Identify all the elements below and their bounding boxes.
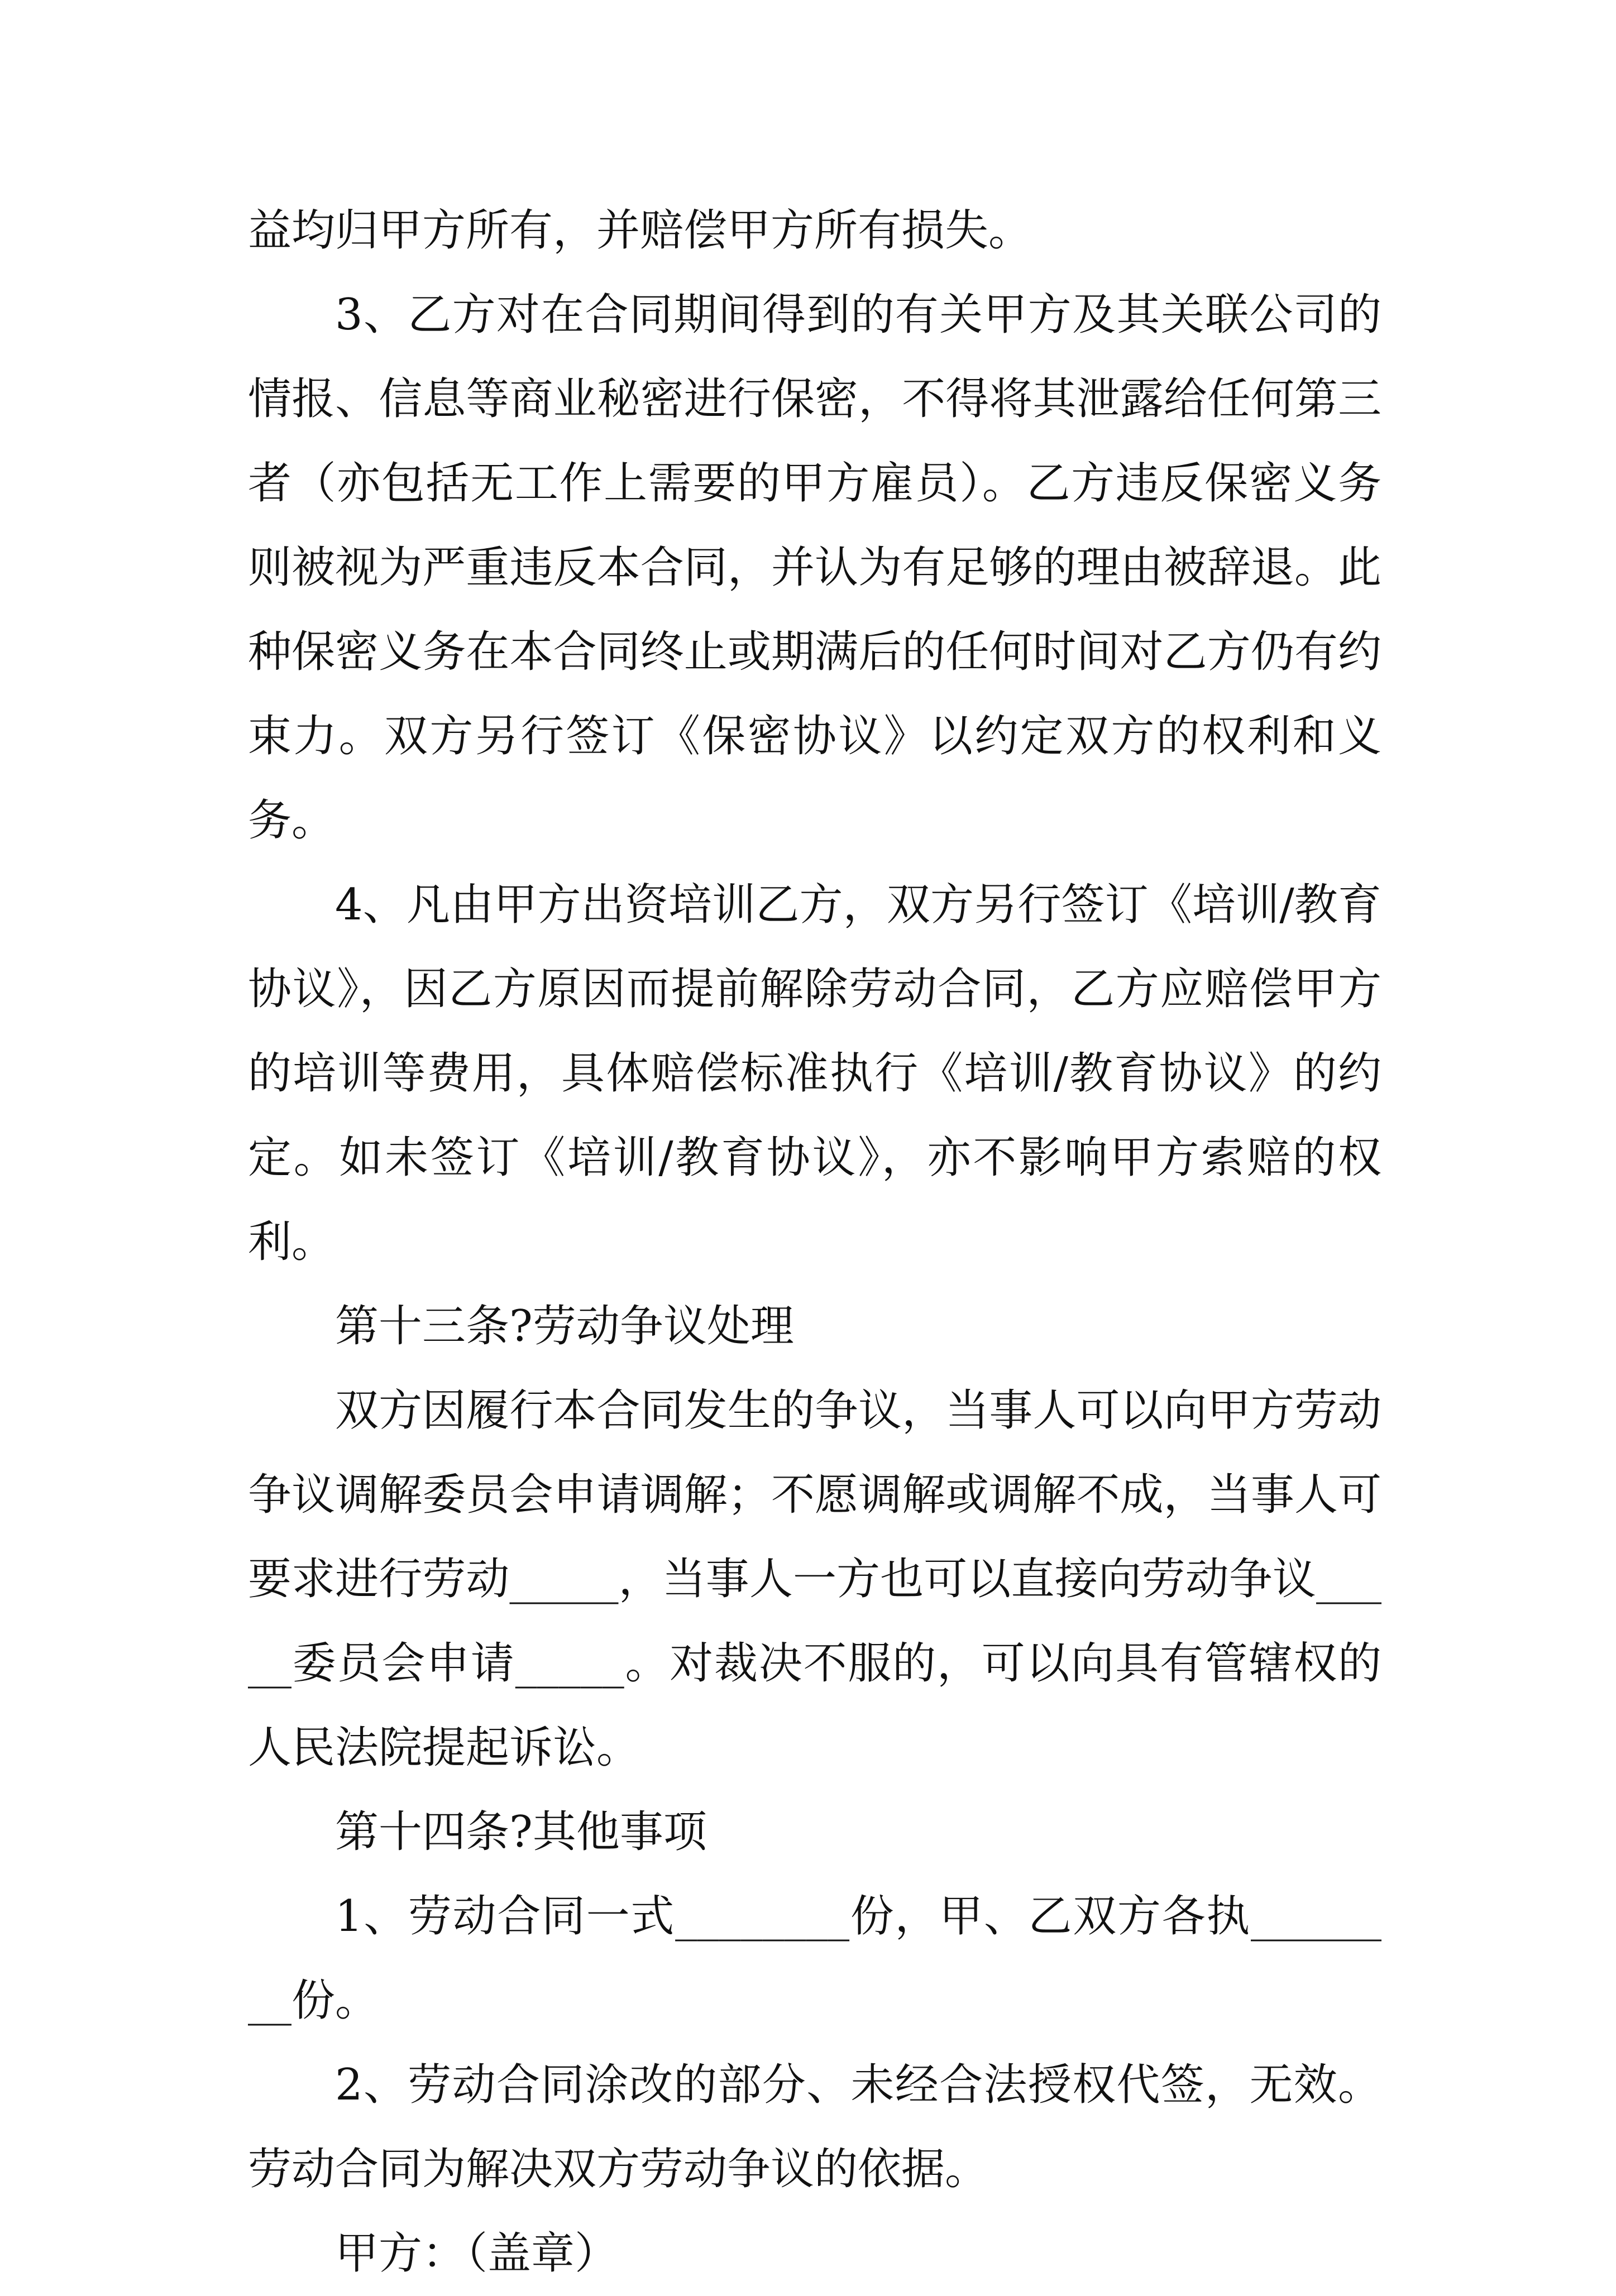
paragraph-clause-4: 4、凡由甲方出资培训乙方，双方另行签订《培训/教育协议》，因乙方原因而提前解除劳动合同，乙方应赔偿甲方的培训等费用，具体赔偿标准执行《培训/教育协议》的约定。如未签订《培训/教育协议》，亦不影响甲方索赔的权利。 <box>248 880 1381 1267</box>
paragraph-other-2: 2、劳动合同涂改的部分、未经合法授权代签，无效。劳动合同为解决双方劳动争议的依据。 <box>248 2060 1381 2194</box>
paragraph-clause-3: 3、乙方对在合同期间得到的有关甲方及其关联公司的情报、信息等商业秘密进行保密，不得将其泄露给任何第三者（亦包括无工作上需要的甲方雇员）。乙方违反保密义务则被视为严重违反本合同，并认为有足够的理由被辞退。此种保密义务在本合同终止或期满后的任何时间对乙方仍有约束力。双方另行签订《保密协议》以约定双方的权利和义务。 <box>248 290 1381 846</box>
paragraph-dispute-resolution: 双方因履行本合同发生的争议，当事人可以向甲方劳动争议调解委员会申请调解；不愿调解或调解不成，当事人可要求进行劳动_____，当事人一方也可以直接向劳动争议_____委员会申请_____。对裁决不服的，可以向具有管辖权的人民法院提起诉讼。 <box>248 1386 1381 1773</box>
document-body <box>248 189 1381 2296</box>
paragraph-other-1: 1、劳动合同一式________份，甲、乙双方各执________份。 <box>248 1891 1381 2026</box>
paragraph-continuation: 益均归甲方所有，并赔偿甲方所有损失。 <box>248 205 1032 256</box>
signature-party-a: 甲方：（盖章） <box>335 2228 619 2279</box>
heading-article-13: 第十三条?劳动争议处理 <box>335 1301 794 1351</box>
heading-article-14: 第十四条?其他事项 <box>335 1807 707 1857</box>
